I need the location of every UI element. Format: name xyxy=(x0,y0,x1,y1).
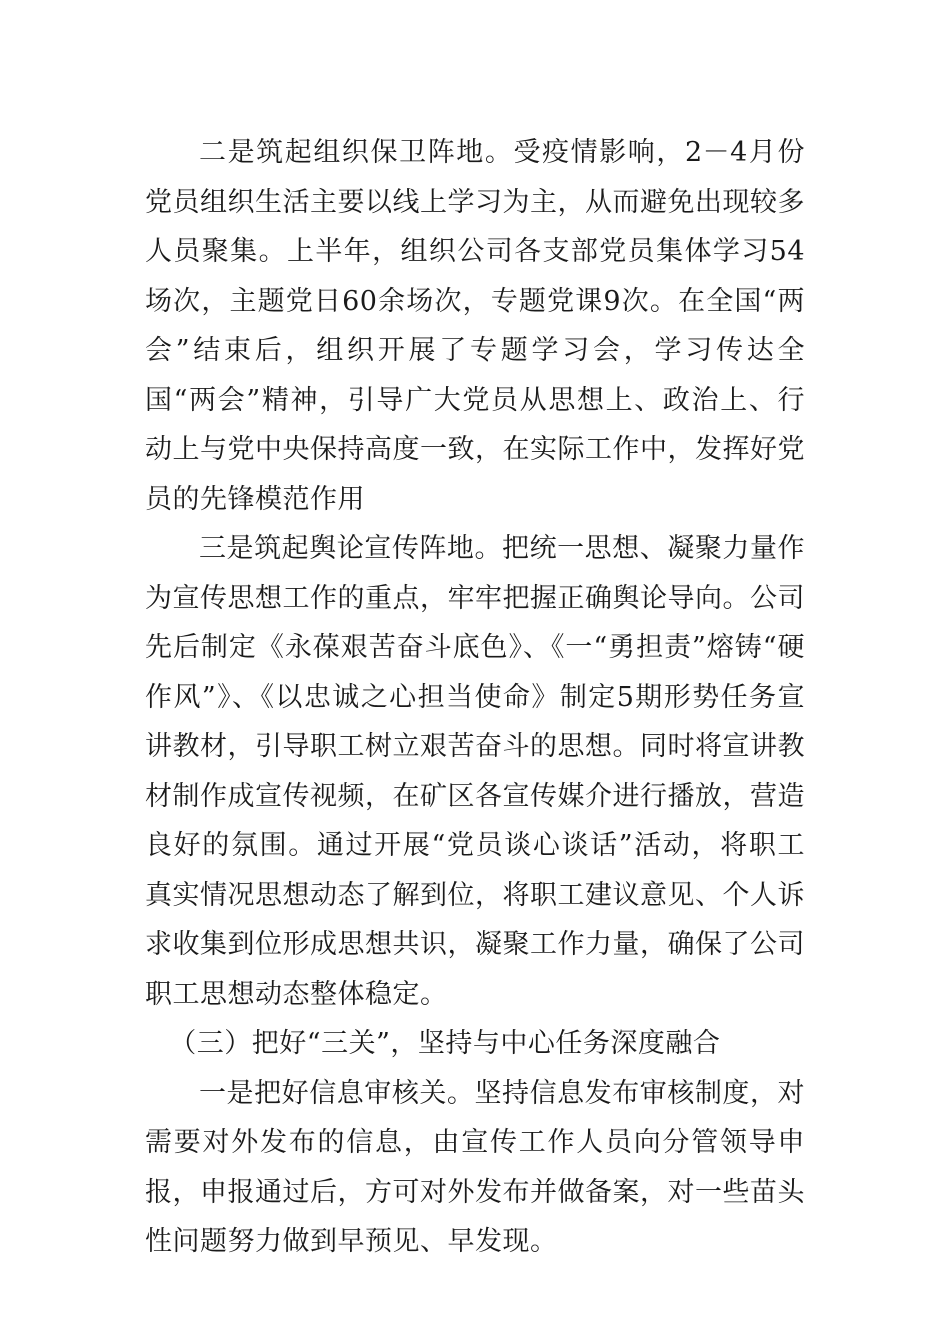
paragraph-public-opinion: 三是筑起舆论宣传阵地。把统一思想、凝聚力量作为宣传思想工作的重点，牢牢把握正确舆论导向。公司先后制定《永葆艰苦奋斗底色》、《一“勇担责”熔铸“硬作风”》、《以忠诚之心担当使命》制定5期形势任务宣讲教材，引导职工树立艰苦奋斗的思想。同时将宣讲教材制作成宣传视频，在矿区各宣传媒介进行播放，营造良好的氛围。通过开展“党员谈心谈话”活动，将职工真实情况思想动态了解到位，将职工建议意见、个人诉求收集到位形成思想共识，凝聚工作力量，确保了公司职工思想动态整体稳定。 xyxy=(145,533,805,1010)
section-heading: （三）把好“三关”，坚持与中心任务深度融合 xyxy=(169,1028,721,1059)
document-body xyxy=(145,128,805,1267)
paragraph-organization-defense: 二是筑起组织保卫阵地。受疫情影响，2－4月份党员组织生活主要以线上学习为主，从而避免出现较多人员聚集。上半年，组织公司各支部党员集体学习54场次，主题党日60余场次，专题党课9次。在全国“两会”结束后，组织开展了专题学习会，学习传达全国“两会”精神，引导广大党员从思想上、政治上、行动上与党中央保持高度一致，在实际工作中，发挥好党员的先锋模范作用 xyxy=(145,137,805,515)
paragraph-information-review: 一是把好信息审核关。坚持信息发布审核制度，对需要对外发布的信息，由宣传工作人员向分管领导申报，申报通过后，方可对外发布并做备案，对一些苗头性问题努力做到早预见、早发现。 xyxy=(145,1077,805,1257)
